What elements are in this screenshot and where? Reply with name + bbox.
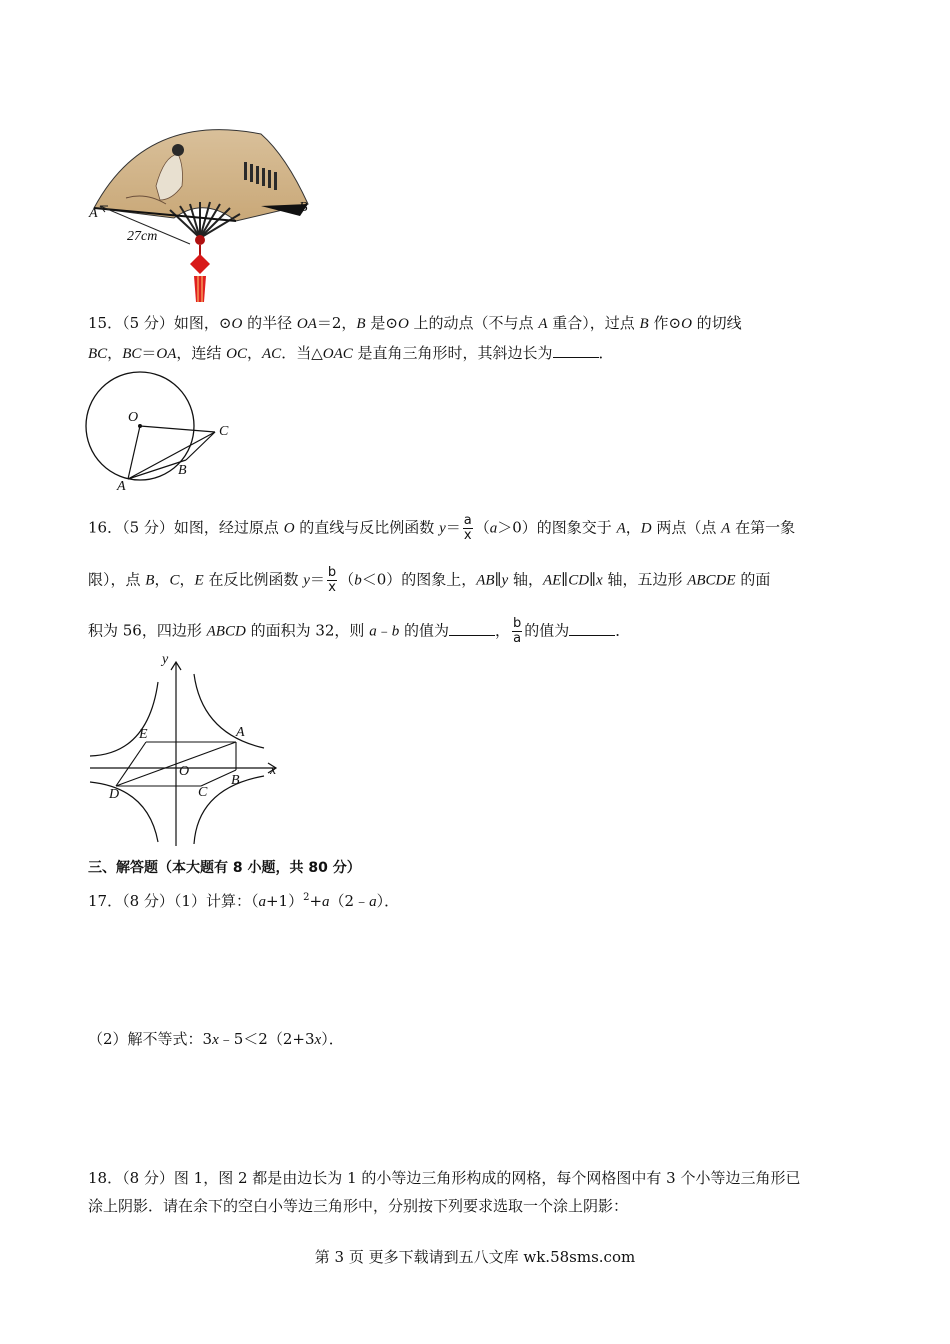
fan-measure: 27cm — [127, 229, 158, 244]
circle-label-a: A — [117, 479, 126, 494]
circle-label-o: O — [128, 410, 139, 425]
fan-label-a: A — [89, 206, 98, 221]
q16-line2: 限），点 B，C，E 在反比例函数 y＝ $\frac{b}{x}$ （b＜0）的图象上，AB∥y 轴，AE∥CD∥x 轴，五边形 ABCDE 的面 — [88, 565, 771, 595]
circle-label-c: C — [219, 424, 229, 439]
q18-line1: 18．（8 分）图 1，图 2 都是由边长为 1 的小等边三角形构成的网格，每个网格图中有 3 个小等边三角形已 — [88, 1169, 801, 1187]
hyperbola-label-e: E — [139, 727, 148, 742]
fan-figure — [86, 126, 318, 306]
q16-line3: 积为 56，四边形 ABCD 的面积为 32，则 a﹣b 的值为 ， $\frac{b}{a}$ 的值为 ． — [88, 616, 631, 646]
page-footer: 第 3 页 更多下载请到五八文库 wk.58sms.com — [314, 1248, 636, 1266]
fraction-a-over-x: $\frac{a}{x}$ — [463, 513, 472, 543]
fraction-b-over-x: $\frac{b}{x}$ — [327, 565, 337, 595]
answer-blank — [569, 621, 615, 636]
q15-line2: BC，BC＝OA，连结 OC，AC．当△OAC 是直角三角形时，其斜边长为 ． — [88, 344, 614, 362]
circle-label-b: B — [178, 463, 187, 478]
section-heading: 三、解答题（本大题有 8 小题，共 80 分） — [88, 860, 361, 876]
answer-blank — [449, 621, 495, 636]
hyperbola-label-a: A — [236, 725, 245, 740]
q16-line1: 16．（5 分）如图，经过原点 O 的直线与反比例函数 y＝ $\frac{a}{x}$ （a＞0）的图象交于 A，D 两点（点 A 在第一象 — [88, 513, 796, 543]
fan-label-b: B — [299, 200, 308, 215]
q17-part1: 17．（8 分）（1）计算：$(a+1)^2+a(2﹣a)$． — [88, 892, 400, 910]
hyperbola-label-b: B — [231, 773, 240, 788]
hyperbola-figure — [86, 654, 286, 850]
hyperbola-label-o: O — [179, 764, 190, 779]
answer-blank — [553, 343, 599, 358]
hyperbola-label-x: x — [270, 763, 277, 778]
q18-line2: 涂上阴影．请在余下的空白小等边三角形中，分别按下列要求选取一个涂上阴影： — [88, 1197, 629, 1215]
q15-line1: 15．（5 分）如图，⊙O 的半径 OA＝2，B 是⊙O 上的动点（不与点 A 重合），过点 B 作⊙O 的切线 — [88, 314, 742, 332]
q17-part2: （2）解不等式：3x﹣5＜2（2+3x）． — [88, 1030, 344, 1048]
fraction-b-over-a: $\frac{b}{a}$ — [513, 616, 522, 646]
hyperbola-label-c: C — [198, 785, 208, 800]
hyperbola-label-d: D — [109, 787, 120, 802]
hyperbola-label-y: y — [162, 652, 169, 667]
